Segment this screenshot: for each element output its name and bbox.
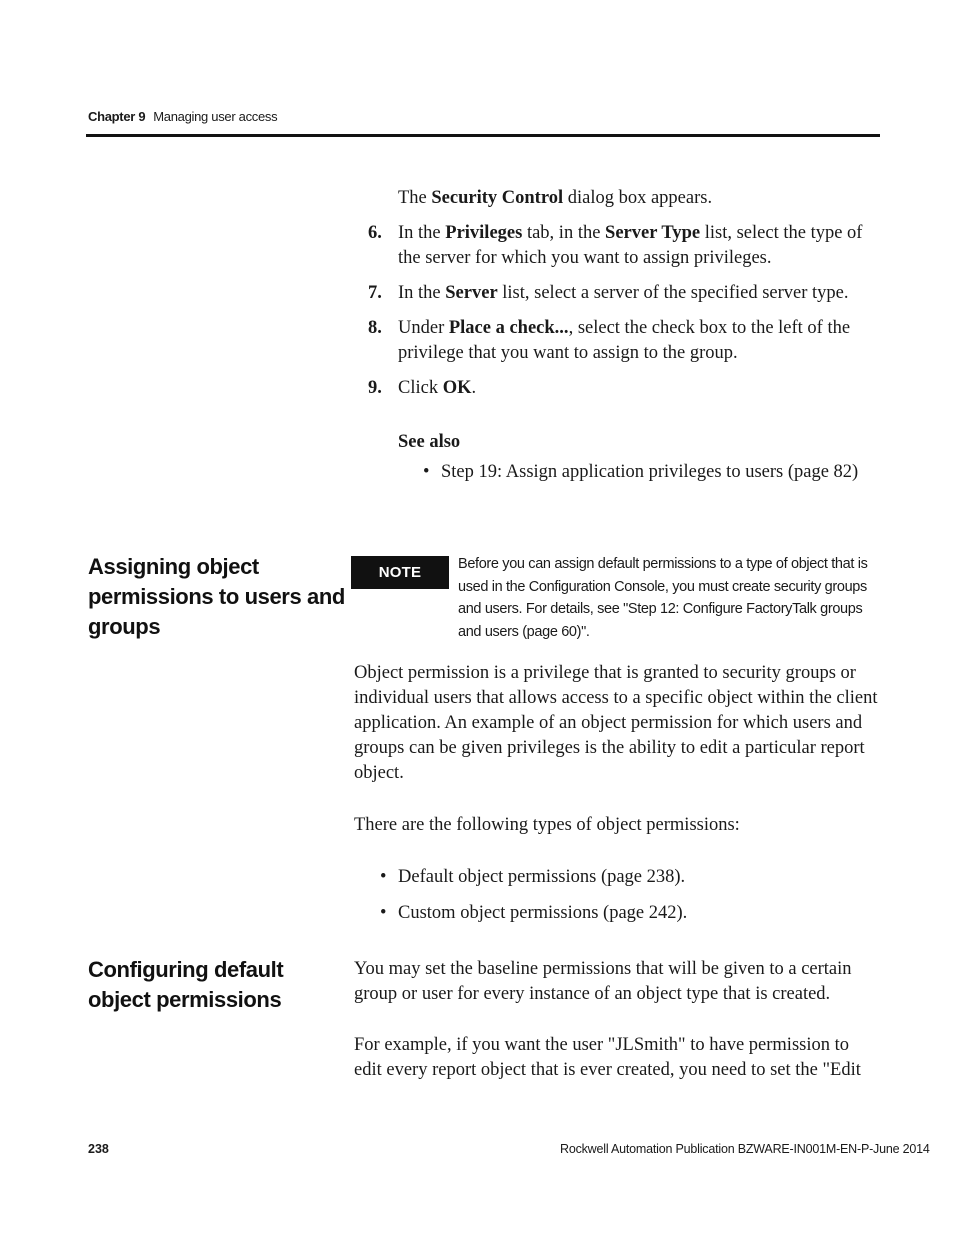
- example-paragraph: For example, if you want the user "JLSmith" to have permission to edit every report object that is ever created, you need to set the "Edit: [354, 1035, 861, 1080]
- section-heading-configuring-default-permissions: Configuring default object permissions: [88, 957, 284, 1012]
- header-rule: [86, 134, 880, 137]
- note-text: Before you can assign default permissions to a type of object that is used in the Configuration Console, you must create security groups and users. For details, see "Step 12: Configure FactoryTalk groups and users (page 60)".: [458, 556, 868, 640]
- publication-footer: Rockwell Automation Publication BZWARE-IN001M-EN-P-June 2014: [560, 1142, 930, 1156]
- chapter-title: Managing user access: [153, 109, 278, 124]
- section-heading-assigning-object-permissions: Assigning object permissions to users and groups: [88, 554, 345, 639]
- see-also-heading: See also: [398, 432, 461, 452]
- chapter-header: [88, 109, 277, 124]
- step-text: Under Place a check..., select the check box to the left of the privilege that you want to assign to the group.: [398, 318, 851, 363]
- see-also-list: [423, 460, 893, 496]
- see-also-link[interactable]: • Step 19: Assign application privileges to users (page 82): [423, 460, 893, 485]
- list-item-default-permissions[interactable]: • Default object permissions (page 238).: [380, 865, 880, 890]
- step-number: 9.: [368, 378, 382, 398]
- permission-types-list: [380, 865, 880, 937]
- page-number: 238: [88, 1142, 109, 1156]
- step-9: [368, 376, 888, 401]
- object-permission-paragraph: Object permission is a privilege that is granted to security groups or individual users that allows access to a specific object within the client application. An example of an object permission for which users and groups can be given privileges is the ability to edit a particular report object.: [354, 663, 878, 783]
- chapter-number: Chapter 9: [88, 109, 146, 124]
- step-8: [368, 316, 888, 366]
- step-text: In the Privileges tab, in the Server Type list, select the type of the server for which you want to assign privileges.: [398, 223, 863, 268]
- step-number: 7.: [368, 283, 382, 303]
- intro-line: The Security Control dialog box appears.: [398, 188, 713, 208]
- step-text: In the Server list, select a server of the specified server type.: [398, 283, 849, 303]
- step-number: 8.: [368, 318, 382, 338]
- step-7: [368, 281, 888, 306]
- permission-types-intro: There are the following types of object permissions:: [354, 815, 740, 835]
- step-6: [368, 221, 888, 271]
- step-text: Click OK.: [398, 378, 477, 398]
- note-badge: NOTE: [351, 556, 449, 589]
- list-item-custom-permissions[interactable]: • Custom object permissions (page 242).: [380, 901, 880, 926]
- step-number: 6.: [368, 223, 382, 243]
- baseline-permissions-paragraph: You may set the baseline permissions that will be given to a certain group or user for every instance of an object type that is created.: [354, 959, 852, 1004]
